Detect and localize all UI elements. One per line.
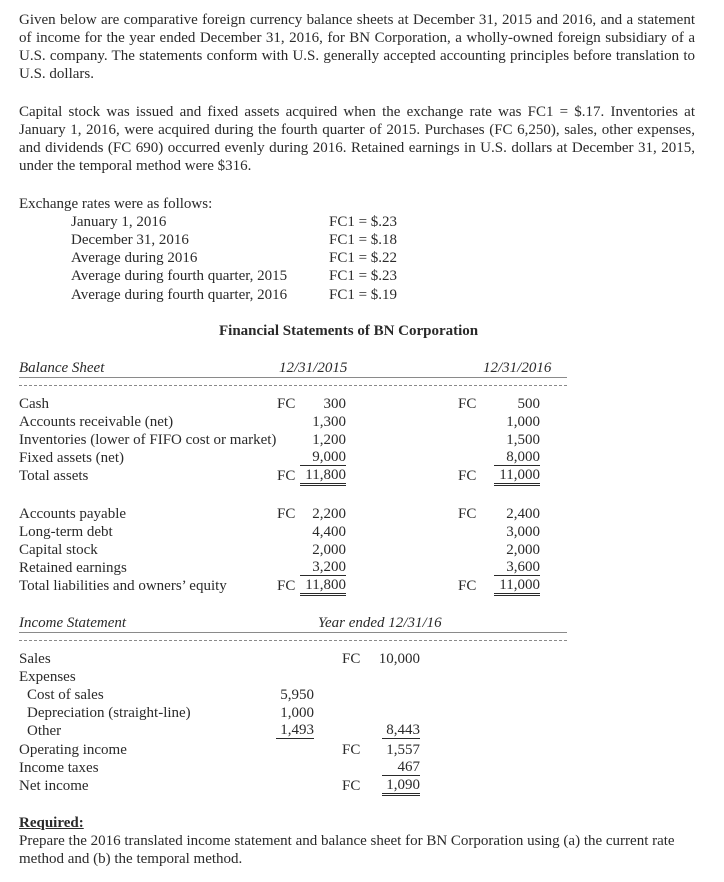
income-taxes-value: 467 [382, 759, 420, 776]
line-item-label: Capital stock [19, 542, 98, 558]
expense-label: Depreciation (straight-line) [27, 705, 191, 721]
rates-heading: Exchange rates were as follows: [19, 196, 213, 212]
rate-value: FC1 = $.23 [329, 268, 398, 284]
sales-value: 10,000 [378, 651, 420, 667]
rate-label: Average during 2016 [71, 250, 198, 266]
value-2016: 3,000 [506, 524, 540, 540]
expenses-label: Expenses [19, 669, 76, 685]
line-item-label: Fixed assets (net) [19, 450, 124, 466]
total-value-2016: 11,000 [494, 467, 540, 486]
value-2015: 1,200 [312, 432, 346, 448]
intro-paragraph-1: Given below are comparative foreign currency balance sheets at December 31, 2015 and 2016, and a statement of income for the year ended December 31, 2016, for BN Corporation, a wholly-owned foreign subsidiary of a U.S. company. The statements conform with U.S. generally accepted accounting principles before translation to U.S. dollars. [19, 12, 695, 82]
value-2015: 9,000 [300, 449, 346, 466]
income-header-rule [19, 632, 567, 633]
net-income-value: 1,090 [382, 777, 420, 796]
column-header-2016: 12/31/2016 [483, 360, 552, 376]
value-2015: 4,400 [312, 524, 346, 540]
fc-label: FC [458, 578, 477, 594]
total-value-2015: 11,800 [300, 577, 346, 596]
fc-label: FC [342, 778, 361, 794]
value-2016: 500 [517, 396, 540, 412]
value-2016: 2,000 [506, 542, 540, 558]
value-2015: 2,000 [312, 542, 346, 558]
line-item-label: Accounts payable [19, 506, 127, 522]
rate-value: FC1 = $.22 [329, 250, 398, 266]
total-label: Total assets [19, 468, 89, 484]
fc-label: FC [277, 578, 296, 594]
rate-value: FC1 = $.18 [329, 232, 398, 248]
value-2016: 8,000 [494, 449, 540, 466]
expense-value: 1,000 [280, 705, 314, 721]
line-item-label: Long-term debt [19, 524, 113, 540]
expense-value: 1,493 [276, 722, 314, 739]
value-2016: 3,600 [494, 559, 540, 576]
rate-label: Average during fourth quarter, 2016 [71, 287, 288, 303]
rate-label: December 31, 2016 [71, 232, 189, 248]
balance-sheet-title: Balance Sheet [19, 360, 105, 376]
rate-value: FC1 = $.23 [329, 214, 398, 230]
intro-paragraph-2: Capital stock was issued and fixed assets acquired when the exchange rate was FC1 = $.17. Inventories at January 1, 2016, were acquired during the fourth quarter of 2015. Purchases (FC 6,250), sales, other expenses, and dividends (FC 690) occurred evenly during 2016. Retained earnings in U.S. dollars at December 31, 2015, under the temporal method were $316. [19, 104, 695, 174]
required-text: Prepare the 2016 translated income statement and balance sheet for BN Corporation using (a) the current rate method and (b) the temporal method. [19, 833, 675, 867]
fc-label: FC [458, 506, 477, 522]
value-2015: 3,200 [300, 559, 346, 576]
line-item-label: Inventories (lower of FIFO cost or market) [19, 432, 277, 448]
fc-label: FC [277, 468, 296, 484]
expense-value: 5,950 [280, 687, 314, 703]
value-2016: 1,500 [506, 432, 540, 448]
fc-label: FC [277, 396, 296, 412]
value-2015: 300 [323, 396, 346, 412]
total-label: Total liabilities and owners’ equity [19, 578, 227, 594]
line-item-label: Accounts receivable (net) [19, 414, 174, 430]
income-taxes-label: Income taxes [19, 760, 99, 776]
total-value-2015: 11,800 [300, 467, 346, 486]
income-statement-title: Income Statement [19, 615, 127, 631]
fc-label: FC [277, 506, 296, 522]
value-2015: 2,200 [312, 506, 346, 522]
expense-label: Other [27, 723, 62, 739]
fc-label: FC [458, 468, 477, 484]
sales-label: Sales [19, 651, 51, 667]
financial-statements-title: Financial Statements of BN Corporation [219, 323, 479, 339]
fc-label: FC [458, 396, 477, 412]
net-income-label: Net income [19, 778, 89, 794]
value-2015: 1,300 [312, 414, 346, 430]
rate-label: Average during fourth quarter, 2015 [71, 268, 288, 284]
line-item-label: Retained earnings [19, 560, 127, 576]
column-header-2015: 12/31/2015 [279, 360, 348, 376]
operating-income-value: 1,557 [386, 742, 420, 758]
value-2016: 2,400 [506, 506, 540, 522]
value-2016: 1,000 [506, 414, 540, 430]
fc-label: FC [342, 742, 361, 758]
income-header-dashed-rule [19, 640, 567, 641]
expense-label: Cost of sales [27, 687, 104, 703]
header-rule [19, 377, 567, 378]
operating-income-label: Operating income [19, 742, 127, 758]
total-expenses-value: 8,443 [382, 722, 420, 739]
income-period-header: Year ended 12/31/16 [318, 615, 442, 631]
required-heading: Required: [19, 815, 84, 831]
total-value-2016: 11,000 [494, 577, 540, 596]
line-item-label: Cash [19, 396, 49, 412]
rate-value: FC1 = $.19 [329, 287, 398, 303]
header-dashed-rule [19, 385, 567, 386]
fc-label: FC [342, 651, 361, 667]
rate-label: January 1, 2016 [71, 214, 167, 230]
